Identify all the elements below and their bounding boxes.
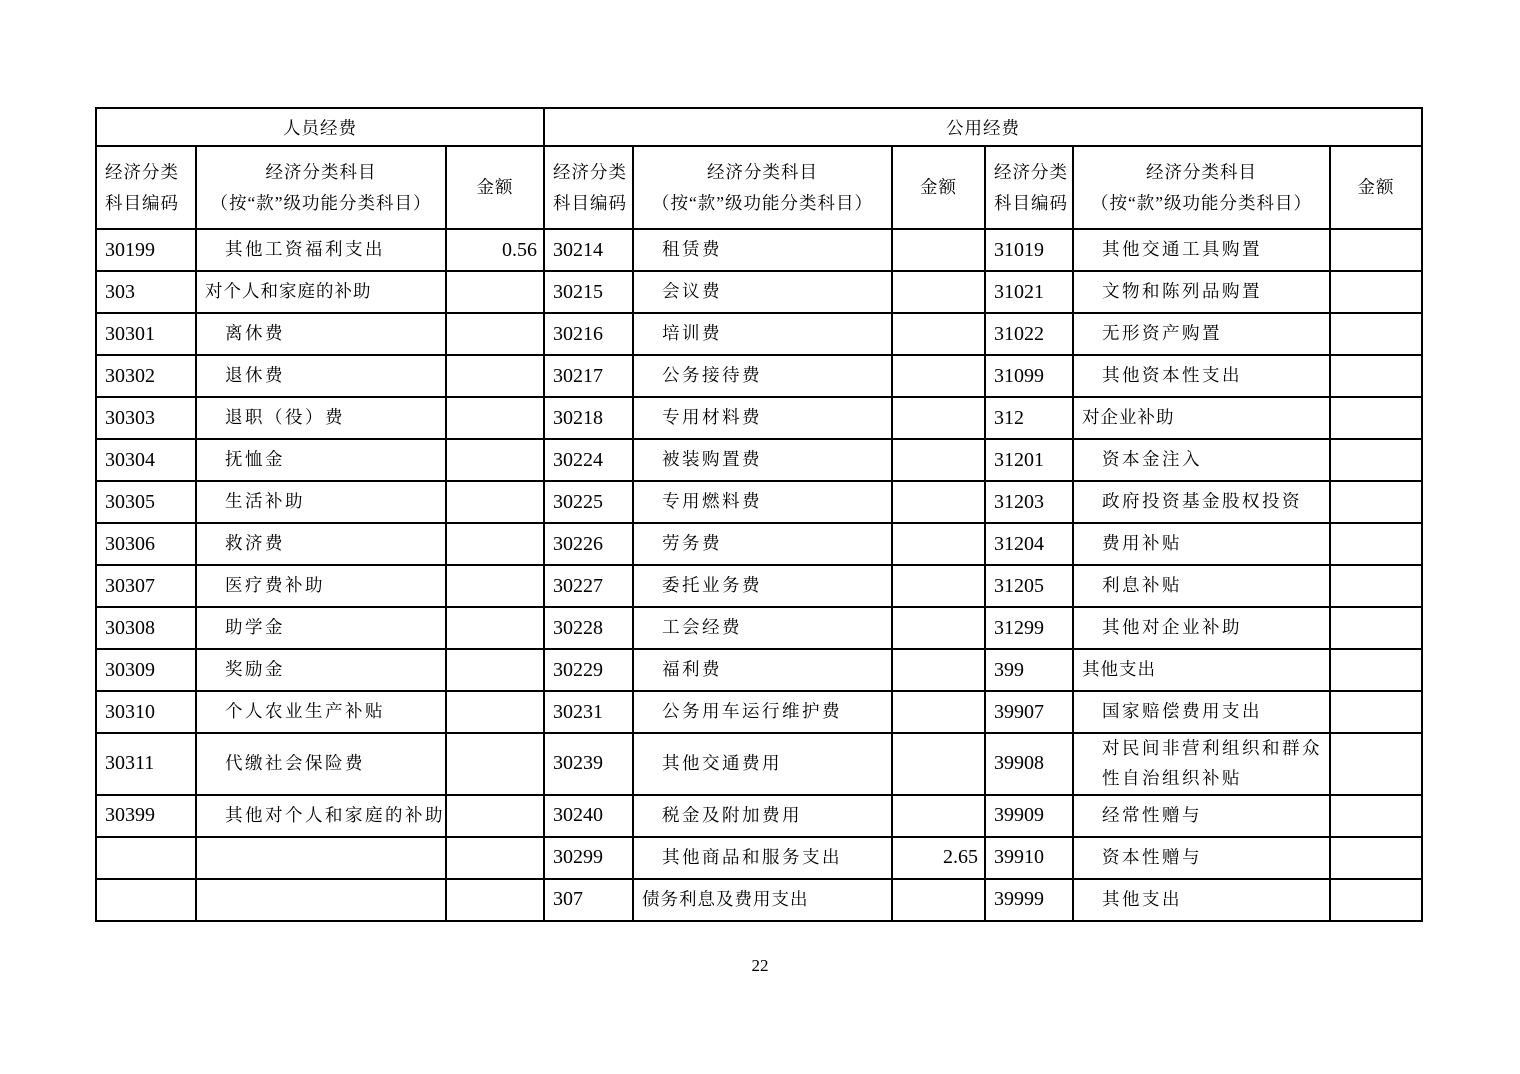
cell-code: 30239 <box>544 733 633 795</box>
cell-subj: 其他对企业补助 <box>1073 607 1330 649</box>
cell-subj: 工会经费 <box>633 607 892 649</box>
table-row <box>96 795 1422 837</box>
cell-code: 31021 <box>985 271 1073 313</box>
cell-subj: 其他交通费用 <box>633 733 892 795</box>
cell-amt <box>446 691 544 733</box>
cell-amt <box>892 397 985 439</box>
cell-code: 30215 <box>544 271 633 313</box>
table-body <box>96 229 1422 921</box>
cell-amt <box>892 523 985 565</box>
cell-code: 30399 <box>96 795 196 837</box>
cell-amt <box>446 271 544 313</box>
cell-code: 30229 <box>544 649 633 691</box>
cell-amt <box>892 271 985 313</box>
cell-subj: 其他支出 <box>1073 879 1330 921</box>
cell-code: 30226 <box>544 523 633 565</box>
table-row <box>96 565 1422 607</box>
cell-subj: 医疗费补助 <box>196 565 446 607</box>
cell-amt <box>892 481 985 523</box>
cell-amt: 0.56 <box>446 229 544 271</box>
table-row <box>96 355 1422 397</box>
cell-subj: 抚恤金 <box>196 439 446 481</box>
cell-code: 30304 <box>96 439 196 481</box>
cell-amt <box>1330 355 1422 397</box>
code-header-line1: 经济分类 <box>553 161 628 182</box>
cell-amt <box>892 439 985 481</box>
cell-amt <box>446 607 544 649</box>
table-row <box>96 837 1422 879</box>
cell-subj: 对企业补助 <box>1073 397 1330 439</box>
cell-subj: 会议费 <box>633 271 892 313</box>
column-header-subject-2 <box>633 146 892 229</box>
cell-code: 30302 <box>96 355 196 397</box>
cell-subj <box>196 879 446 921</box>
cell-code: 30299 <box>544 837 633 879</box>
cell-code: 30305 <box>96 481 196 523</box>
cell-amt <box>446 439 544 481</box>
cell-subj: 利息补贴 <box>1073 565 1330 607</box>
subject-header-line1: 经济分类科目 <box>265 161 377 182</box>
cell-subj: 其他支出 <box>1073 649 1330 691</box>
code-header-line2: 科目编码 <box>105 192 179 213</box>
cell-subj: 其他对个人和家庭的补助 <box>196 795 446 837</box>
cell-amt <box>446 879 544 921</box>
cell-subj: 文物和陈列品购置 <box>1073 271 1330 313</box>
code-header-line2: 科目编码 <box>994 192 1069 213</box>
cell-code: 30225 <box>544 481 633 523</box>
cell-amt <box>1330 439 1422 481</box>
cell-code: 39910 <box>985 837 1073 879</box>
cell-code: 30227 <box>544 565 633 607</box>
cell-amt <box>1330 879 1422 921</box>
cell-code: 31022 <box>985 313 1073 355</box>
table-row <box>96 523 1422 565</box>
column-header-amount-2: 金额 <box>892 146 985 229</box>
cell-code: 30218 <box>544 397 633 439</box>
cell-code: 30311 <box>96 733 196 795</box>
cell-subj: 债务利息及费用支出 <box>633 879 892 921</box>
cell-code: 30228 <box>544 607 633 649</box>
cell-amt <box>892 733 985 795</box>
cell-subj: 生活补助 <box>196 481 446 523</box>
cell-subj: 费用补贴 <box>1073 523 1330 565</box>
cell-code: 30231 <box>544 691 633 733</box>
cell-subj: 对个人和家庭的补助 <box>196 271 446 313</box>
cell-amt <box>446 649 544 691</box>
cell-code: 30301 <box>96 313 196 355</box>
cell-amt <box>892 229 985 271</box>
cell-amt <box>446 481 544 523</box>
cell-amt: 2.65 <box>892 837 985 879</box>
cell-amt <box>1330 733 1422 795</box>
cell-amt <box>446 837 544 879</box>
cell-amt <box>1330 565 1422 607</box>
cell-code: 31204 <box>985 523 1073 565</box>
cell-amt <box>1330 691 1422 733</box>
cell-amt <box>892 795 985 837</box>
cell-code: 30310 <box>96 691 196 733</box>
cell-subj: 离休费 <box>196 313 446 355</box>
cell-code: 30308 <box>96 607 196 649</box>
cell-subj: 无形资产购置 <box>1073 313 1330 355</box>
cell-subj: 专用材料费 <box>633 397 892 439</box>
cell-amt <box>892 879 985 921</box>
subject-header-line2: （按“款”级功能分类科目） <box>210 192 432 213</box>
cell-amt <box>446 565 544 607</box>
cell-code: 30309 <box>96 649 196 691</box>
cell-subj: 专用燃料费 <box>633 481 892 523</box>
cell-subj: 福利费 <box>633 649 892 691</box>
cell-amt <box>446 397 544 439</box>
cell-amt <box>892 607 985 649</box>
table-row <box>96 229 1422 271</box>
cell-subj: 资本金注入 <box>1073 439 1330 481</box>
cell-amt <box>1330 481 1422 523</box>
cell-subj: 退休费 <box>196 355 446 397</box>
cell-subj: 税金及附加费用 <box>633 795 892 837</box>
cell-subj: 代缴社会保险费 <box>196 733 446 795</box>
cell-amt <box>446 355 544 397</box>
column-header-code-1 <box>96 146 196 229</box>
code-header-line1: 经济分类 <box>994 161 1069 182</box>
group-header-public-funds: 公用经费 <box>544 108 1422 146</box>
cell-amt <box>1330 397 1422 439</box>
table-row <box>96 313 1422 355</box>
cell-amt <box>446 313 544 355</box>
budget-table <box>95 107 1423 922</box>
group-header-personnel-funds: 人员经费 <box>96 108 544 146</box>
cell-subj: 其他商品和服务支出 <box>633 837 892 879</box>
table-row <box>96 607 1422 649</box>
cell-code: 303 <box>96 271 196 313</box>
cell-subj: 培训费 <box>633 313 892 355</box>
cell-code: 30307 <box>96 565 196 607</box>
subject-header-line1: 经济分类科目 <box>707 161 819 182</box>
cell-amt <box>446 733 544 795</box>
cell-code: 30216 <box>544 313 633 355</box>
cell-amt <box>1330 607 1422 649</box>
cell-subj: 其他交通工具购置 <box>1073 229 1330 271</box>
cell-amt <box>1330 837 1422 879</box>
cell-subj: 政府投资基金股权投资 <box>1073 481 1330 523</box>
cell-subj: 其他工资福利支出 <box>196 229 446 271</box>
cell-subj: 经常性赠与 <box>1073 795 1330 837</box>
cell-code: 31205 <box>985 565 1073 607</box>
cell-code: 31019 <box>985 229 1073 271</box>
cell-subj: 个人农业生产补贴 <box>196 691 446 733</box>
cell-amt <box>1330 523 1422 565</box>
cell-code: 39909 <box>985 795 1073 837</box>
cell-code: 30214 <box>544 229 633 271</box>
cell-amt <box>446 795 544 837</box>
table-row <box>96 649 1422 691</box>
page-number: 22 <box>751 956 769 975</box>
cell-code: 31099 <box>985 355 1073 397</box>
table-row <box>96 397 1422 439</box>
cell-code: 312 <box>985 397 1073 439</box>
cell-subj: 奖励金 <box>196 649 446 691</box>
cell-code: 30306 <box>96 523 196 565</box>
cell-subj: 助学金 <box>196 607 446 649</box>
column-header-row <box>96 146 1422 229</box>
cell-amt <box>1330 795 1422 837</box>
column-header-amount-3: 金额 <box>1330 146 1422 229</box>
cell-code: 31299 <box>985 607 1073 649</box>
cell-subj: 其他资本性支出 <box>1073 355 1330 397</box>
cell-amt <box>892 691 985 733</box>
cell-subj <box>196 837 446 879</box>
cell-subj: 委托业务费 <box>633 565 892 607</box>
cell-code: 30199 <box>96 229 196 271</box>
cell-code: 39908 <box>985 733 1073 795</box>
cell-amt <box>892 313 985 355</box>
cell-amt <box>1330 271 1422 313</box>
column-header-amount-1: 金额 <box>446 146 544 229</box>
table-row <box>96 879 1422 921</box>
cell-amt <box>446 523 544 565</box>
cell-subj: 对民间非营利组织和群众性自治组织补贴 <box>1073 733 1330 795</box>
cell-subj: 退职（役）费 <box>196 397 446 439</box>
column-header-subject-3 <box>1073 146 1330 229</box>
code-header-line2: 科目编码 <box>553 192 628 213</box>
cell-subj: 国家赔偿费用支出 <box>1073 691 1330 733</box>
cell-code: 31201 <box>985 439 1073 481</box>
group-header-row <box>96 108 1422 146</box>
cell-code: 30217 <box>544 355 633 397</box>
subject-header-line2: （按“款”级功能分类科目） <box>1090 192 1313 213</box>
cell-subj: 救济费 <box>196 523 446 565</box>
cell-code: 31203 <box>985 481 1073 523</box>
cell-amt <box>1330 649 1422 691</box>
cell-amt <box>892 355 985 397</box>
cell-code <box>96 879 196 921</box>
cell-code: 30224 <box>544 439 633 481</box>
table-row <box>96 733 1422 795</box>
cell-code: 399 <box>985 649 1073 691</box>
cell-amt <box>1330 313 1422 355</box>
cell-code: 39907 <box>985 691 1073 733</box>
code-header-line1: 经济分类 <box>105 161 179 182</box>
column-header-subject-1 <box>196 146 446 229</box>
cell-amt <box>892 565 985 607</box>
column-header-code-3 <box>985 146 1073 229</box>
cell-code: 30303 <box>96 397 196 439</box>
column-header-code-2 <box>544 146 633 229</box>
table-row <box>96 691 1422 733</box>
cell-subj: 被装购置费 <box>633 439 892 481</box>
table-row <box>96 439 1422 481</box>
cell-code: 39999 <box>985 879 1073 921</box>
cell-code: 30240 <box>544 795 633 837</box>
subject-header-line1: 经济分类科目 <box>1146 161 1258 182</box>
cell-subj: 公务用车运行维护费 <box>633 691 892 733</box>
cell-code: 307 <box>544 879 633 921</box>
subject-header-line2: （按“款”级功能分类科目） <box>651 192 874 213</box>
table-row <box>96 481 1422 523</box>
cell-subj: 租赁费 <box>633 229 892 271</box>
cell-amt <box>892 649 985 691</box>
cell-amt <box>1330 229 1422 271</box>
cell-subj: 资本性赠与 <box>1073 837 1330 879</box>
table-row <box>96 271 1422 313</box>
cell-subj: 公务接待费 <box>633 355 892 397</box>
cell-code <box>96 837 196 879</box>
cell-subj: 劳务费 <box>633 523 892 565</box>
